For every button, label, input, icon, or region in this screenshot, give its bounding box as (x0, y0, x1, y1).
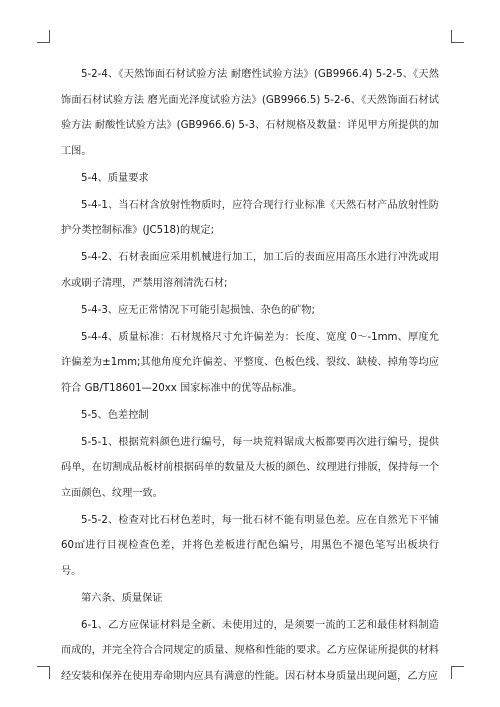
crop-mark-bottom-left (37, 666, 50, 679)
crop-mark-bottom-right (451, 666, 464, 679)
document-body (61, 62, 439, 689)
heading-quality-requirements: 5-4、质量要求 (81, 172, 149, 184)
paragraph-5-4-2: 5-4-2、石材表面应采用机械进行加工，加工后的表面应用高压水进行冲洗或用水或刷子清理，严禁用溶剂清洗石材; (61, 252, 439, 289)
paragraph-5-4-3: 5-4-3、应无正常情况下可能引起损蚀、杂色的矿物; (81, 304, 315, 316)
heading-color-control: 5-5、色差控制 (81, 409, 149, 421)
paragraph-5-4-4: 5-4-4、质量标准：石材规格尺寸允许偏差为：长度、宽度 0～-1mm、厚度允许偏差为±1mm;其他角度允许偏差、平整度、色板色线、裂纹、缺棱、掉角等均应符合 GB/T18601—20xx 国家标准中的优等品标准。 (61, 331, 439, 394)
paragraph-5-5-2: 5-5-2、检查对比石材色差时，每一批石材不能有明显色差。应在自然光下平铺60㎡进行目视检查色差，并将色差板进行配色编号，用黑色不褪色笔写出板块行号。 (61, 514, 439, 577)
crop-mark-top-right (451, 30, 464, 43)
paragraph-5-4-1: 5-4-1、当石材含放射性物质时，应符合现行行业标准《天然石材产品放射性防护分类控制标准》(JC518)的规定; (61, 199, 439, 236)
crop-mark-top-left (37, 30, 50, 43)
paragraph-5-5-1: 5-5-1、根据荒料颜色进行编号，每一块荒料锯成大板都要再次进行编号，提供码单，在切割成品板材前根据码单的数量及大板的颜色、纹理进行排版，保持每一个立面颜色、纹理一致。 (61, 436, 439, 499)
paragraph-6-1: 6-1、乙方应保证材料是全新、未使用过的，是须要一流的工艺和最佳材料制造而成的，并完全符合合同规定的质量、规格和性能的要求。乙方应保证所提供的材料经安装和保养在使用寿命期内应具有满意的性能。因石材本身质量出现问题，乙方应 (61, 619, 439, 682)
heading-article-6-quality-assurance: 第六条、质量保证 (81, 592, 163, 604)
paragraph-standards-list: 5-2-4、《天然饰面石材试验方法 耐磨性试验方法》(GB9966.4) 5-2-5、《天然饰面石材试验方法 磨光面光泽度试验方法》(GB9966.5) 5-2-6、《天然饰面石材试验方法 耐酸性试验方法》(GB9966.6) 5-3、石材规格及数量：详见甲方所提供的加工图。 (61, 69, 439, 157)
